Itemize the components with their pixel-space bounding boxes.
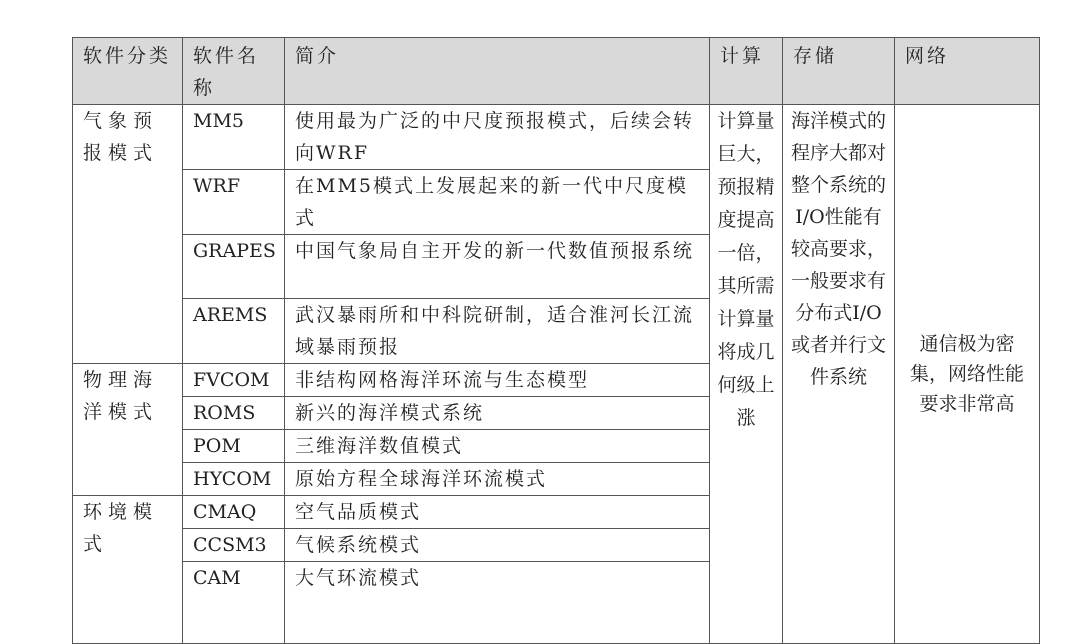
group-weather: 气象预报模式 [73, 105, 183, 364]
software-desc: 空气品质模式 [285, 496, 710, 529]
table-container [72, 37, 1040, 644]
software-name: CMAQ [183, 496, 285, 529]
software-name: FVCOM [183, 364, 285, 397]
software-desc: 新兴的海洋模式系统 [285, 397, 710, 430]
header-network: 网络 [895, 38, 1040, 105]
software-desc: 武汉暴雨所和中科院研制，适合淮河长江流域暴雨预报 [285, 299, 710, 364]
table-row [73, 105, 1040, 170]
header-category: 软件分类 [73, 38, 183, 105]
software-name: HYCOM [183, 463, 285, 496]
compute-cell: 计算量巨大，预报精度提高一倍，其所需计算量将成几何级上涨 [710, 105, 783, 644]
group-ocean: 物理海洋模式 [73, 364, 183, 496]
header-name: 软件名称 [183, 38, 285, 105]
header-row [73, 38, 1040, 105]
software-name: CCSM3 [183, 529, 285, 562]
software-desc: 中国气象局自主开发的新一代数值预报系统 [285, 235, 710, 299]
software-name: CAM [183, 562, 285, 644]
header-storage: 存储 [783, 38, 895, 105]
software-name: POM [183, 430, 285, 463]
software-desc: 大气环流模式 [285, 562, 710, 644]
software-desc: 在MM5模式上发展起来的新一代中尺度模式 [285, 170, 710, 235]
software-name: AREMS [183, 299, 285, 364]
group-env: 环境模式 [73, 496, 183, 644]
software-name: ROMS [183, 397, 285, 430]
storage-cell: 海洋模式的程序大都对整个系统的I/O性能有较高要求，一般要求有分布式I/O或者并行文件系统 [783, 105, 895, 644]
software-table [72, 37, 1040, 644]
network-cell: 通信极为密集，网络性能要求非常高 [895, 105, 1040, 644]
software-desc: 原始方程全球海洋环流模式 [285, 463, 710, 496]
software-name: GRAPES [183, 235, 285, 299]
software-name: WRF [183, 170, 285, 235]
software-desc: 非结构网格海洋环流与生态模型 [285, 364, 710, 397]
software-desc: 三维海洋数值模式 [285, 430, 710, 463]
software-desc: 气候系统模式 [285, 529, 710, 562]
header-intro: 简介 [285, 38, 710, 105]
software-desc: 使用最为广泛的中尺度预报模式，后续会转向WRF [285, 105, 710, 170]
software-name: MM5 [183, 105, 285, 170]
header-compute: 计算 [710, 38, 783, 105]
